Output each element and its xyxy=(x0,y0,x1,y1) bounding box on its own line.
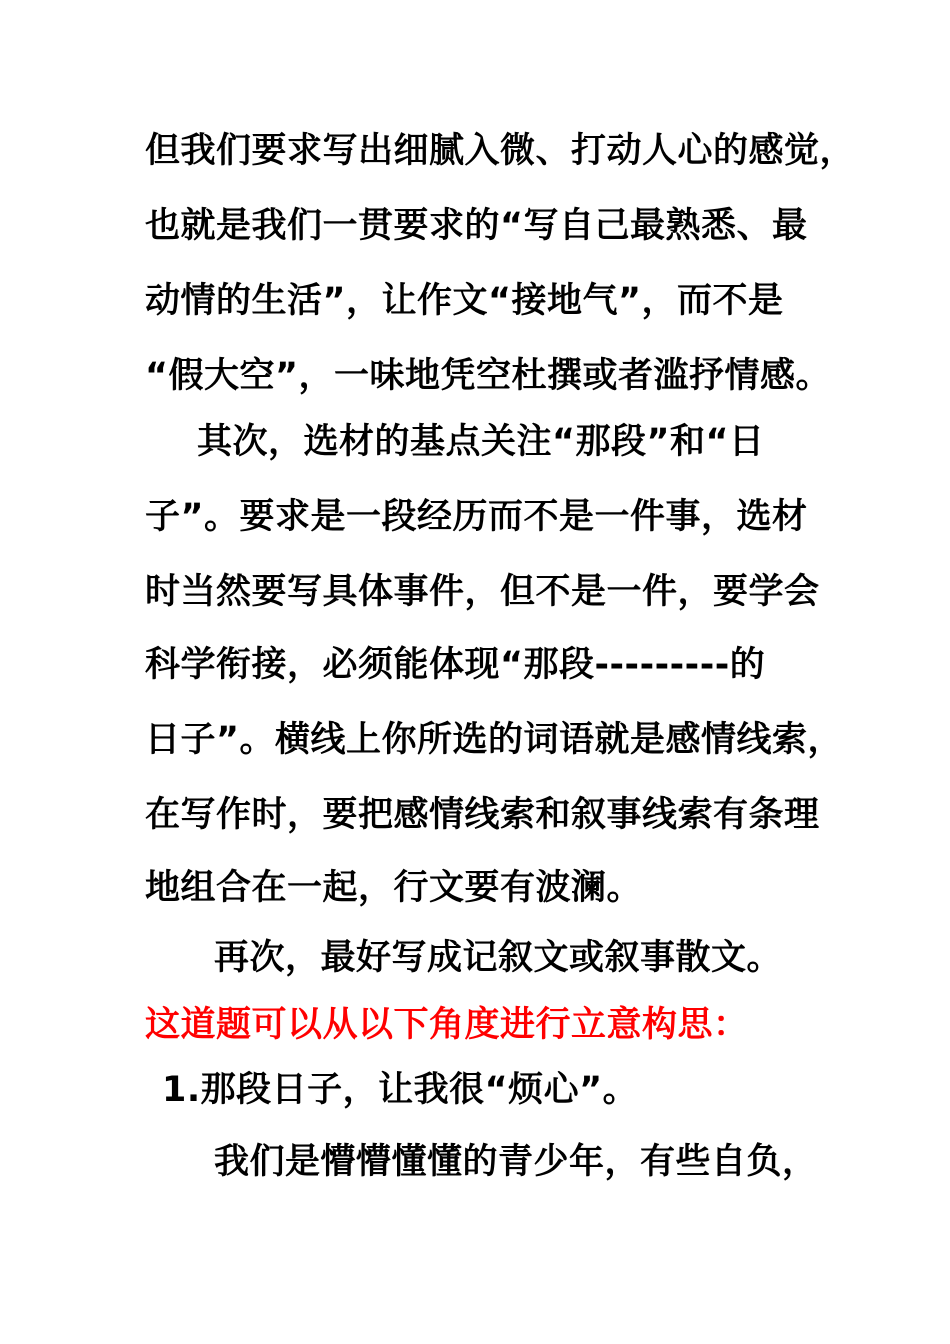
text-line-12: 再次，最好写成记叙文或叙事散文。 xyxy=(214,938,783,978)
text-line-1: 但我们要求写出细腻入微、打动人心的感觉， xyxy=(145,131,856,171)
numbered-item-1: 1.那段日子，让我很“烦心”。 xyxy=(162,1070,639,1110)
text-line-7: 时当然要写具体事件，但不是一件，要学会 xyxy=(145,572,820,612)
text-line-8: 科学衔接，必须能体现“那段---------的 xyxy=(145,645,766,685)
text-line-3: 动情的生活”，让作文“接地气”，而不是 xyxy=(145,281,784,321)
text-line-11: 地组合在一起，行文要有波澜。 xyxy=(145,868,643,908)
text-line-4: “假大空”，一味地凭空杜撰或者滥抒情感。 xyxy=(145,356,832,396)
text-line-2: 也就是我们一贯要求的“写自己最熟悉、最 xyxy=(145,206,808,246)
text-line-9: 日子”。横线上你所选的词语就是感情线索， xyxy=(145,720,844,760)
text-line-15: 我们是懵懵懂懂的青少年，有些自负， xyxy=(214,1142,818,1182)
text-line-5: 其次，选材的基点关注“那段”和“日 xyxy=(197,422,765,462)
text-line-6: 子”。要求是一段经历而不是一件事，选材 xyxy=(145,497,808,537)
highlighted-heading: 这道题可以从以下角度进行立意构思： xyxy=(145,1005,749,1045)
text-line-10: 在写作时，要把感情线索和叙事线索有条理 xyxy=(145,795,820,835)
